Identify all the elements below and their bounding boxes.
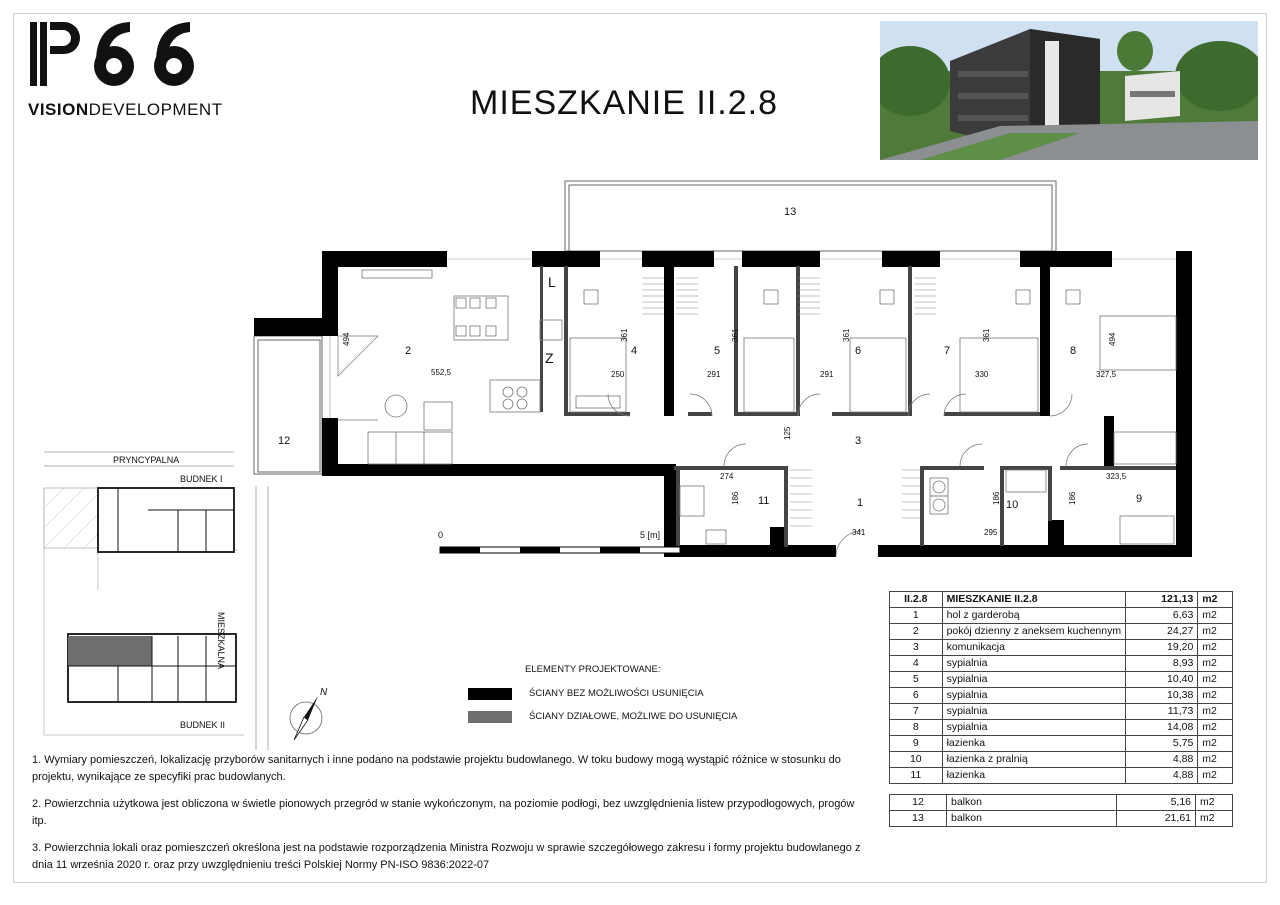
table-cell-area: 4,88 (1126, 768, 1198, 784)
table-cell-area: 8,93 (1126, 656, 1198, 672)
room-label-13: 13 (784, 206, 797, 218)
north-label: N (320, 687, 328, 698)
table-cell-unit: m2 (1198, 752, 1233, 768)
table-header-area: 121,13 (1126, 592, 1198, 608)
table-row (890, 720, 1233, 736)
room-label-9: 9 (1136, 493, 1143, 505)
logo-text-bold: VISION (28, 100, 89, 119)
dimension-label: 186 (992, 491, 1001, 505)
table-cell-name: komunikacja (942, 640, 1126, 656)
dimension-label: 186 (731, 491, 740, 505)
scale-bar (440, 547, 680, 553)
dimension-label: 186 (1068, 491, 1077, 505)
room-label-5: 5 (714, 345, 721, 357)
table-cell-unit: m2 (1198, 672, 1233, 688)
legend-swatch-fixed (468, 688, 512, 700)
table-cell-name: sypialnia (942, 688, 1126, 704)
room-label-8: 8 (1070, 345, 1077, 357)
table-cell-no: 9 (890, 736, 943, 752)
table-cell-name: pokój dzienny z aneksem kuchennym (942, 624, 1126, 640)
legend-label-removable: ŚCIANY DZIAŁOWE, MOŻLIWE DO USUNIĘCIA (529, 711, 738, 722)
table-row (890, 811, 1233, 827)
table-row (890, 704, 1233, 720)
table-cell-no: 11 (890, 768, 943, 784)
table-header-name: MIESZKANIE II.2.8 (942, 592, 1126, 608)
scale-label-start: 0 (438, 530, 444, 540)
table-cell-unit: m2 (1196, 795, 1233, 811)
room-label-11: 11 (758, 495, 770, 507)
room-label-12: 12 (278, 435, 291, 447)
dimension-label: 552,5 (431, 368, 452, 377)
table-cell-area: 11,73 (1126, 704, 1198, 720)
room-label-4: 4 (631, 345, 638, 357)
table-cell-unit: m2 (1198, 736, 1233, 752)
table-cell-name: łazienka (942, 736, 1126, 752)
dimension-label: 125 (783, 426, 792, 440)
table-row (890, 736, 1233, 752)
table-cell-unit: m2 (1198, 688, 1233, 704)
fixture-letter: L (548, 274, 556, 290)
table-cell-area: 10,38 (1126, 688, 1198, 704)
room-label-10: 10 (1006, 499, 1019, 511)
area-table (889, 591, 1233, 827)
table-row (890, 688, 1233, 704)
table-cell-name: sypialnia (942, 720, 1126, 736)
dimension-label: 361 (842, 328, 851, 342)
table-cell-no: 7 (890, 704, 943, 720)
table-cell-name: balkon (947, 811, 1117, 827)
table-cell-area: 6,63 (1126, 608, 1198, 624)
table-cell-unit: m2 (1198, 640, 1233, 656)
dimension-label: 274 (720, 472, 734, 481)
wardrobe-hatching (642, 278, 936, 526)
dimension-label: 291 (820, 370, 834, 379)
room-label-6: 6 (855, 345, 862, 357)
table-cell-area: 10,40 (1126, 672, 1198, 688)
note-1: 1. Wymiary pomieszczeń, lokalizację przyborów sanitarnych i inne podano na podstawie projektu budowlanego. W toku budowy mogą wystąpić różnice w stosunku do projektu, wynikające ze specyfiki prac budowlanych. (32, 754, 841, 783)
room-label-1: 1 (857, 497, 864, 509)
table-cell-no: 8 (890, 720, 943, 736)
table-row (890, 624, 1233, 640)
street-mieszkalna: MIESZKALNA (216, 612, 226, 670)
dimension-label: 295 (984, 528, 998, 537)
room-label-7: 7 (944, 345, 951, 357)
dimension-label: 341 (852, 528, 866, 537)
notes (32, 752, 862, 884)
table-row (890, 640, 1233, 656)
table-row (890, 672, 1233, 688)
table-cell-no: 5 (890, 672, 943, 688)
table-cell-unit: m2 (1198, 768, 1233, 784)
dimension-label: 330 (975, 370, 989, 379)
table-cell-no: 2 (890, 624, 943, 640)
table-cell-area: 19,20 (1126, 640, 1198, 656)
room-label-2: 2 (405, 345, 412, 357)
dimension-label: 323,5 (1106, 472, 1127, 481)
table-header-row (890, 592, 1233, 608)
table-cell-no: 1 (890, 608, 943, 624)
dimension-label: 327,5 (1096, 370, 1117, 379)
table-cell-no: 12 (890, 795, 947, 811)
table-cell-no: 6 (890, 688, 943, 704)
dimension-label: 291 (707, 370, 721, 379)
page-title: MIESZKANIE II.2.8 (470, 84, 778, 122)
dimension-label: 361 (731, 328, 740, 342)
site-map (28, 450, 278, 750)
table-row (890, 608, 1233, 624)
logo-text-light: DEVELOPMENT (88, 100, 223, 119)
room-label-3: 3 (855, 435, 862, 447)
table-header-id: II.2.8 (890, 592, 943, 608)
table-cell-area: 5,75 (1126, 736, 1198, 752)
table-row (890, 795, 1233, 811)
legend-label-fixed: ŚCIANY BEZ MOŻLIWOŚCI USUNIĘCIA (529, 688, 704, 699)
dimension-label: 361 (982, 328, 991, 342)
dimension-label: 361 (620, 328, 629, 342)
table-cell-unit: m2 (1198, 656, 1233, 672)
building-1-label: BUDNEK I (180, 474, 223, 484)
dimension-label: 494 (1108, 332, 1117, 346)
table-header-unit: m2 (1198, 592, 1233, 608)
table-cell-name: łazienka (942, 768, 1126, 784)
dimension-label: 250 (611, 370, 625, 379)
dimension-label: 494 (342, 332, 351, 346)
note-2: 2. Powierzchnia użytkowa jest obliczona w świetle pionowych przegród w stanie wykończonym, na poziomie podłogi, bez uwzględnienia listew przypodłogowych, progów itp. (32, 798, 855, 827)
table-cell-no: 10 (890, 752, 943, 768)
balcony-13-outline (565, 181, 1056, 251)
table-cell-area: 21,61 (1117, 811, 1196, 827)
table-row (890, 768, 1233, 784)
table-cell-unit: m2 (1198, 608, 1233, 624)
table-cell-unit: m2 (1198, 624, 1233, 640)
table-cell-name: łazienka z pralnią (942, 752, 1126, 768)
table-cell-no: 13 (890, 811, 947, 827)
table-row (890, 656, 1233, 672)
scale-label-end: 5 [m] (640, 530, 661, 540)
table-cell-no: 3 (890, 640, 943, 656)
table-row (890, 752, 1233, 768)
table-cell-name: sypialnia (942, 656, 1126, 672)
building-2-label: BUDNEK II (180, 720, 226, 730)
street-pryncypalna: PRYNCYPALNA (113, 455, 180, 465)
table-cell-area: 4,88 (1126, 752, 1198, 768)
table-cell-no: 4 (890, 656, 943, 672)
table-cell-name: hol z garderobą (942, 608, 1126, 624)
note-3: 3. Powierzchnia lokali oraz pomieszczeń określona jest na podstawie rozporządzenia Ministra Rozwoju w sprawie szczegółowego zakresu i formy projektu budowlanego z dnia 11 września 2020 r. oraz przy uwzględnieniu treści Polskiej Normy PN-ISO 9836:2022-07 (32, 842, 861, 871)
fixture-letter: Z (545, 350, 554, 366)
table-cell-area: 5,16 (1117, 795, 1196, 811)
table-cell-unit: m2 (1198, 704, 1233, 720)
table-cell-unit: m2 (1196, 811, 1233, 827)
legend-heading: ELEMENTY PROJEKTOWANE: (525, 664, 661, 675)
table-cell-name: sypialnia (942, 704, 1126, 720)
table-cell-area: 24,27 (1126, 624, 1198, 640)
table-cell-name: sypialnia (942, 672, 1126, 688)
table-cell-area: 14,08 (1126, 720, 1198, 736)
table-cell-unit: m2 (1198, 720, 1233, 736)
table-cell-name: balkon (947, 795, 1117, 811)
legend-swatch-removable (468, 711, 512, 723)
